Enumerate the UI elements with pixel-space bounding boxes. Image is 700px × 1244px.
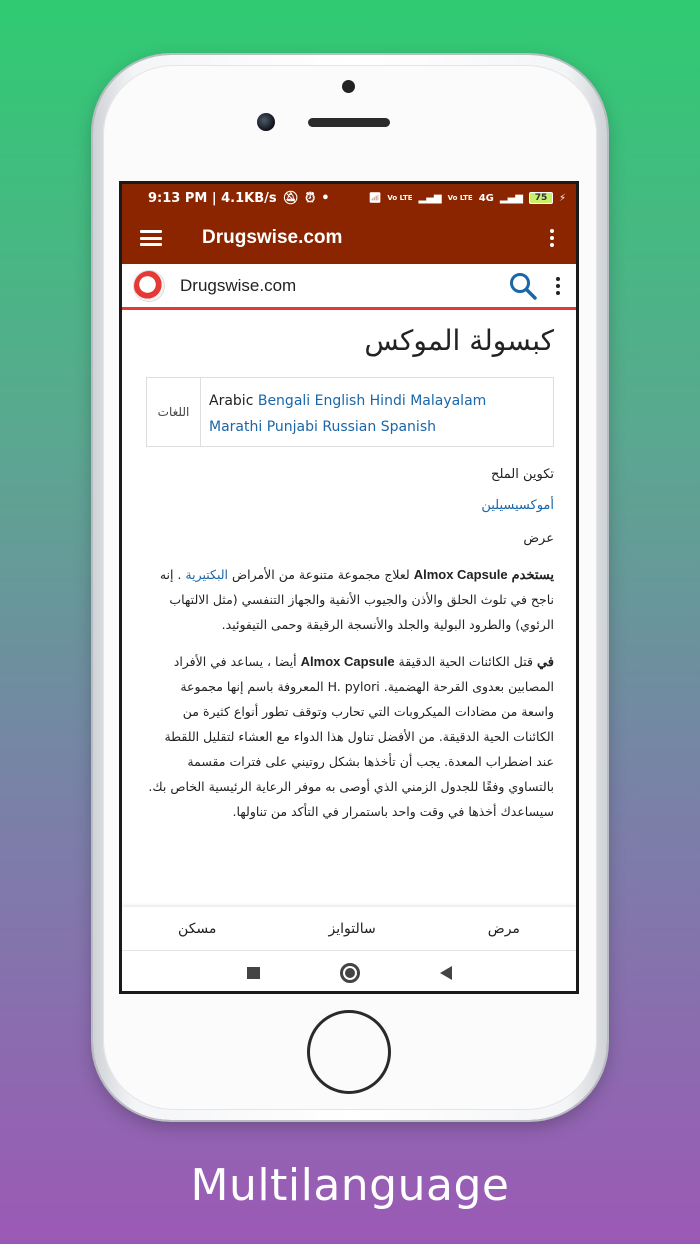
languages-header: اللغات (147, 378, 201, 446)
languages-table (146, 377, 554, 447)
search-icon[interactable] (508, 271, 538, 301)
language-link-hindi[interactable]: Hindi (369, 393, 406, 409)
front-camera (257, 113, 275, 131)
site-logo-icon[interactable] (134, 271, 164, 301)
home-button[interactable] (307, 1010, 391, 1094)
alarm-icon: ⏰︎ (305, 190, 316, 206)
para1-lead: يستخدم (511, 567, 554, 582)
para1-text1: لعلاج مجموعة متنوعة من الأمراض (231, 567, 410, 582)
para2-lead: في (536, 654, 554, 669)
languages-list (201, 378, 553, 446)
para1-link[interactable]: البكتيرية (185, 567, 228, 582)
site-title[interactable]: Drugswise.com (180, 275, 297, 295)
language-link-english[interactable]: English (314, 393, 366, 409)
tab-painkiller[interactable]: مسكن (178, 920, 217, 937)
composition-label: تكوين الملح (491, 467, 554, 482)
article-content (122, 324, 576, 824)
battery-icon: 75 (529, 192, 553, 204)
site-overflow-menu-icon[interactable] (552, 273, 564, 299)
para2-text2: أيضا ، يساعد في الأفراد المصابين بعدوى القرحة الهضمية. H. pylori المعروفة باسم إنها مجموعة واسعة من مضادات الميكروبات التي تحارب وتوقف تطور أنواع كثيرة من الكائنات الحية الدقيقة. من الأفضل تناول هذا الدواء مع العشاء لتقليل اللقطة عند اضطراب المعدة. يجب أن تأخذها بشكل روتيني على فترات مقسمة بالتساوي وفقًا للجدول الزمني الذي أوصى به موفر الرعاية الرئيسية الخاص بك. سيساعدك أخذها في وقت واحد باستمرار في التأكد من تناولها. (148, 654, 554, 819)
app-overflow-menu-icon[interactable] (546, 225, 558, 251)
composition-link[interactable]: أموكسيسيلين (481, 498, 554, 513)
bottom-tab-bar (122, 907, 576, 951)
dot-icon: • (321, 190, 330, 206)
para1-drug-name: Almox Capsule (413, 567, 508, 582)
language-link-punjabi[interactable]: Punjabi (266, 419, 318, 435)
promo-caption: Multilanguage (190, 1160, 510, 1211)
menu-icon[interactable] (140, 230, 162, 246)
signal-icon-2: ▂▄▆ (499, 192, 523, 204)
phone-screen (119, 181, 579, 994)
usage-paragraph (146, 562, 554, 637)
proximity-sensor (342, 80, 355, 93)
para1-text2: . إنه ناجح في تلوث الحلق والأذن والجيوب الأنفية والجهاز التنفسي (مثل الالتهاب الرئوي) والطرود البولية والجلد والأنسجة الرقيقة وحمى التيفوئيد. (159, 567, 554, 632)
site-header (122, 264, 576, 310)
para2-text1: قتل الكائنات الحية الدقيقة (398, 654, 533, 669)
network-type: 4G (478, 192, 494, 204)
status-bar (122, 184, 576, 212)
page-title: كبسولة الموكس (364, 324, 554, 357)
volte-badge-2: Vo LTE (447, 194, 473, 202)
status-time-speed: 9:13 PM | 4.1KB/s (148, 190, 277, 206)
app-title: Drugswise.com (202, 227, 343, 248)
earpiece-speaker (308, 118, 390, 127)
back-icon[interactable] (440, 966, 452, 980)
signal-icon-1: ▂▄▆ (418, 192, 442, 204)
wifi-icon: 📶︎ (368, 192, 382, 204)
system-nav-bar (122, 951, 576, 994)
app-bar (122, 212, 576, 264)
language-link-malayalam[interactable]: Malayalam (410, 393, 487, 409)
details-paragraph (146, 649, 554, 824)
para2-drug-name: Almox Capsule (300, 654, 395, 669)
language-link-bengali[interactable]: Bengali (257, 393, 311, 409)
language-link-russian[interactable]: Russian (322, 419, 377, 435)
language-current: Arabic (209, 393, 254, 409)
volte-badge-1: Vo LTE (387, 194, 413, 202)
home-nav-icon[interactable] (340, 963, 360, 983)
tab-disease[interactable]: مرض (487, 920, 520, 937)
language-link-spanish[interactable]: Spanish (380, 419, 436, 435)
tab-saltwise[interactable]: سالتوايز (328, 920, 376, 937)
language-link-marathi[interactable]: Marathi (209, 419, 263, 435)
mute-icon: 🔕︎ (282, 190, 300, 206)
charging-icon: ⚡︎ (558, 192, 566, 204)
display-label: عرض (523, 531, 554, 546)
recents-icon[interactable] (247, 967, 260, 979)
